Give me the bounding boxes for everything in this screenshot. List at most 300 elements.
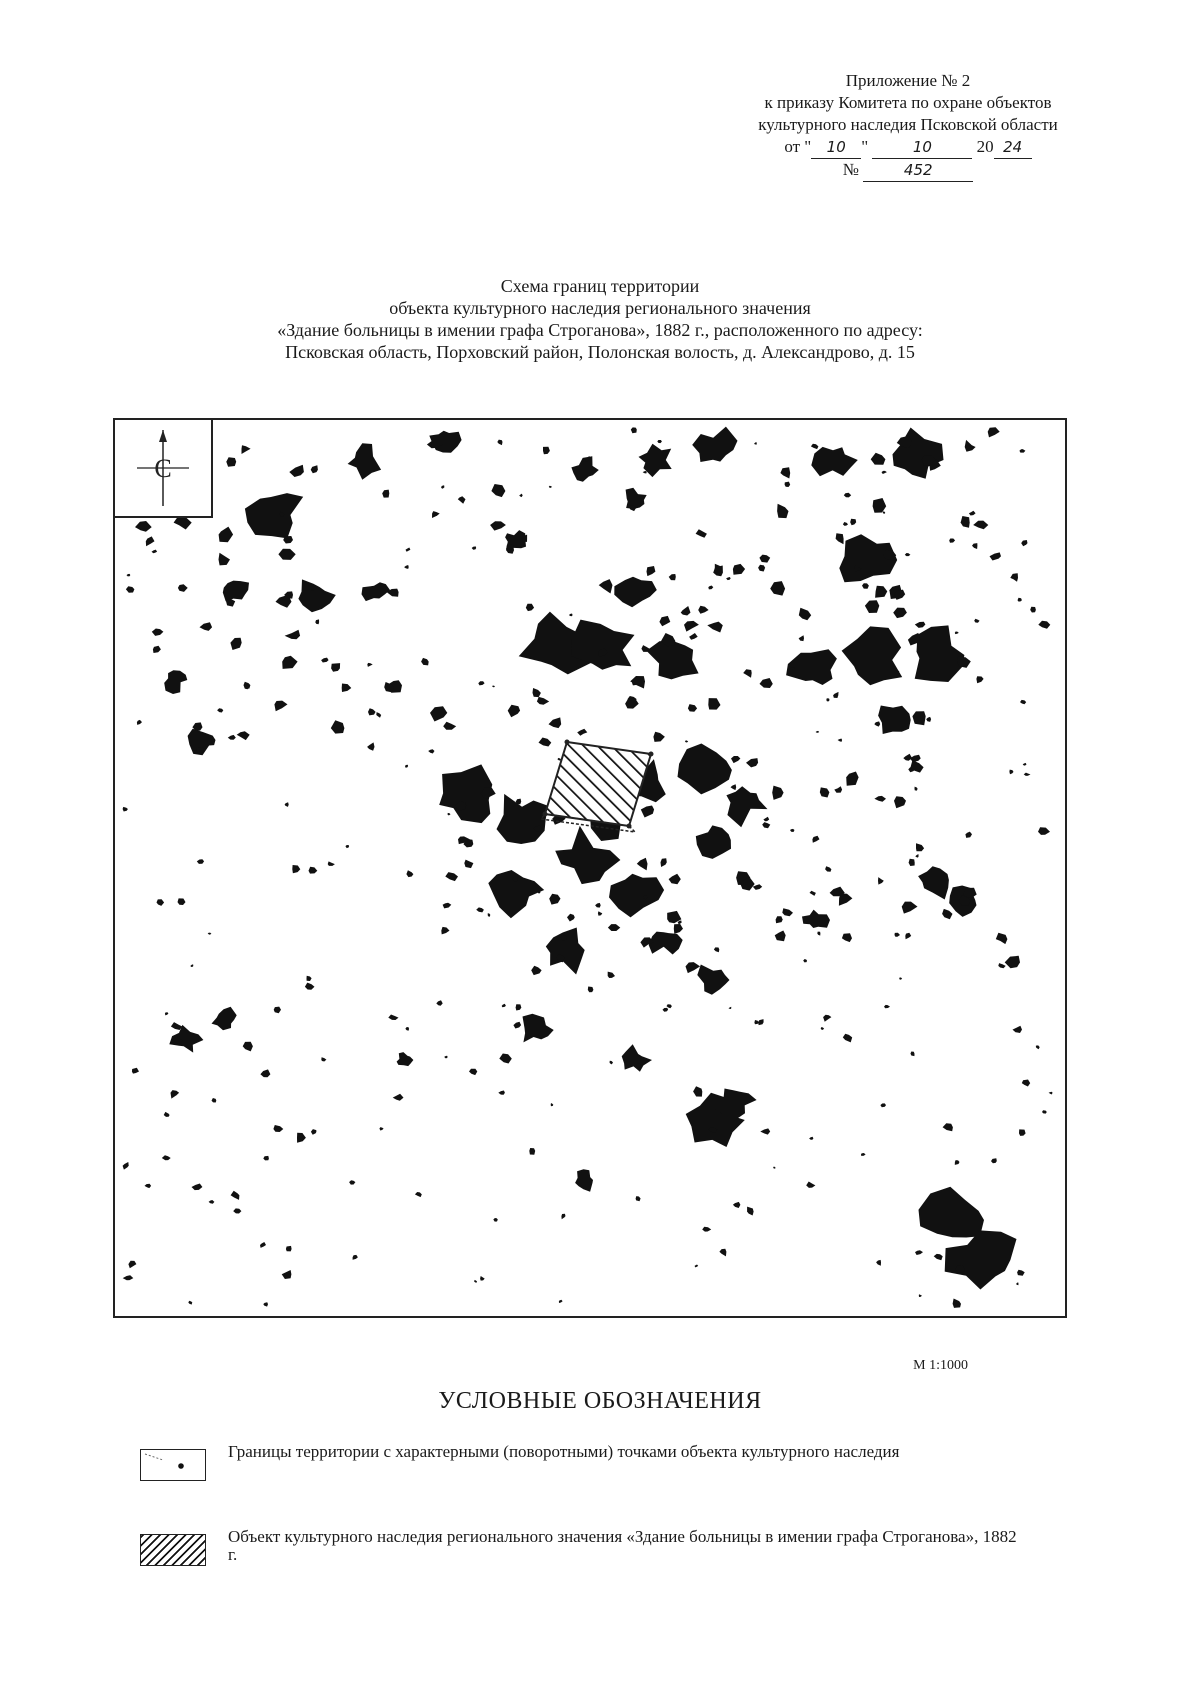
date-day: 10 <box>811 136 861 159</box>
tree-canopy <box>217 708 223 712</box>
tree-canopy <box>915 854 918 858</box>
tree-canopy <box>759 555 770 563</box>
tree-canopy <box>915 1250 923 1255</box>
tree-canopy <box>502 1004 506 1008</box>
tree-canopy <box>876 1260 881 1266</box>
tree-canopy <box>145 1184 152 1188</box>
tree-canopy <box>893 608 907 619</box>
tree-canopy <box>245 493 303 538</box>
tree-canopy <box>307 976 312 981</box>
tree-canopy <box>458 496 466 504</box>
tree-canopy <box>529 1148 535 1155</box>
tree-canopy <box>843 1034 852 1043</box>
tree-canopy <box>368 708 376 715</box>
tree-canopy <box>178 584 188 592</box>
tree-canopy <box>839 893 853 906</box>
tree-canopy <box>126 586 134 593</box>
tree-canopy <box>609 874 664 918</box>
tree-canopy <box>865 600 879 613</box>
tree-canopy <box>934 1254 943 1260</box>
tree-canopy <box>274 701 287 712</box>
north-arrow-box <box>115 420 213 518</box>
tree-canopy <box>972 543 977 549</box>
tree-canopy <box>988 427 1000 437</box>
tree-canopy <box>492 686 495 688</box>
tree-canopy <box>969 511 976 516</box>
hospital-building-hatched <box>545 742 651 826</box>
tree-canopy <box>549 486 552 488</box>
tree-canopy <box>1021 540 1027 546</box>
tree-canopy-layer <box>123 427 1053 1308</box>
tree-canopy <box>773 1167 775 1169</box>
boundary-point <box>565 740 570 745</box>
tree-canopy <box>493 1218 498 1222</box>
tree-canopy <box>875 586 887 598</box>
tree-canopy <box>285 630 301 640</box>
order-number <box>728 159 1088 182</box>
tree-canopy <box>974 619 979 623</box>
tree-canopy <box>661 858 667 867</box>
tree-canopy <box>533 688 541 697</box>
tree-canopy <box>708 586 713 590</box>
tree-canopy <box>260 1242 266 1248</box>
tree-canopy <box>543 447 550 455</box>
tree-canopy <box>309 867 318 874</box>
tree-canopy <box>244 682 251 689</box>
document-title <box>150 275 1050 363</box>
title-line-4: Псковская область, Порховский район, Полонская волость, д. Александрово, д. 15 <box>285 342 915 362</box>
tree-canopy <box>692 427 737 462</box>
tree-canopy <box>1020 700 1026 704</box>
tree-canopy <box>653 732 665 742</box>
tree-canopy <box>571 456 598 482</box>
tree-canopy <box>678 744 732 795</box>
tree-canopy <box>667 1004 672 1008</box>
boundary-point <box>649 752 654 757</box>
tree-canopy <box>297 1133 306 1143</box>
tree-canopy <box>415 1192 422 1197</box>
tree-canopy <box>469 1069 477 1075</box>
tree-canopy <box>760 678 773 688</box>
date-year-prefix: 20 <box>976 137 994 156</box>
tree-canopy <box>219 527 234 543</box>
tree-canopy <box>918 866 949 899</box>
tree-canopy <box>598 911 602 915</box>
tree-canopy <box>539 738 552 747</box>
tree-canopy <box>1038 621 1050 629</box>
tree-canopy <box>893 428 944 479</box>
tree-canopy <box>647 566 656 576</box>
tree-canopy <box>878 706 911 735</box>
tree-canopy <box>965 440 976 452</box>
tree-canopy <box>513 1022 521 1029</box>
tree-canopy <box>663 1008 669 1012</box>
tree-canopy <box>404 565 409 569</box>
tree-canopy <box>292 865 300 873</box>
tree-canopy <box>949 539 955 543</box>
tree-canopy <box>321 658 329 663</box>
tree-canopy <box>636 1196 641 1201</box>
tree-canopy <box>497 794 548 844</box>
tree-canopy <box>955 632 959 635</box>
order-header <box>728 70 1088 182</box>
tree-canopy <box>782 908 793 916</box>
tree-canopy <box>646 640 698 679</box>
tree-canopy <box>806 1182 815 1188</box>
tree-canopy <box>1018 598 1022 602</box>
order-reference-line: к приказу Комитета по охране объектов <box>764 93 1052 112</box>
tree-canopy <box>998 963 1005 968</box>
date-separator: " <box>861 137 869 156</box>
tree-canopy <box>242 445 251 454</box>
tree-canopy <box>209 1200 215 1204</box>
tree-canopy <box>874 721 880 726</box>
north-label: С <box>154 454 172 483</box>
tree-canopy <box>190 964 193 967</box>
tree-canopy <box>905 933 911 940</box>
tree-canopy <box>973 521 988 530</box>
tree-canopy <box>669 574 676 580</box>
tree-canopy <box>478 681 484 685</box>
tree-canopy <box>659 616 670 626</box>
tree-canopy <box>345 845 349 848</box>
tree-canopy <box>696 825 731 859</box>
tree-canopy <box>826 698 829 701</box>
tree-canopy <box>1017 1270 1025 1276</box>
tree-canopy <box>693 1086 702 1096</box>
tree-canopy <box>406 548 411 552</box>
tree-canopy <box>508 705 520 718</box>
tree-canopy <box>953 1299 961 1308</box>
tree-canopy <box>152 629 164 636</box>
tree-canopy <box>825 866 831 872</box>
tree-canopy <box>842 626 903 685</box>
tree-canopy <box>162 1155 171 1160</box>
tree-canopy <box>790 829 795 832</box>
tree-canopy <box>916 843 924 851</box>
tree-canopy <box>128 1261 136 1269</box>
tree-canopy <box>785 482 791 487</box>
tree-canopy <box>836 533 844 544</box>
tree-canopy <box>1019 1129 1026 1136</box>
tree-canopy <box>811 444 819 449</box>
tree-canopy <box>733 564 745 575</box>
tree-canopy <box>976 676 983 683</box>
tree-canopy <box>631 427 637 433</box>
tree-canopy <box>902 902 918 914</box>
tree-canopy <box>911 1052 915 1057</box>
tree-canopy <box>1023 763 1027 766</box>
tree-canopy <box>441 485 444 489</box>
tree-canopy <box>285 802 289 807</box>
tree-canopy <box>688 704 697 712</box>
tree-canopy <box>746 758 758 767</box>
tree-canopy <box>731 756 740 763</box>
tree-canopy <box>1049 1092 1053 1095</box>
tree-canopy <box>315 619 319 624</box>
tree-canopy <box>838 739 843 742</box>
tree-canopy <box>164 1112 170 1117</box>
tree-canopy <box>719 1249 726 1257</box>
legend-item-boundary <box>140 1443 1020 1487</box>
tree-canopy <box>880 1103 886 1107</box>
site-map <box>113 418 1067 1318</box>
hatched-area-symbol <box>140 1534 206 1566</box>
tree-canopy <box>758 565 765 572</box>
tree-canopy <box>747 1207 754 1216</box>
tree-canopy <box>799 608 811 620</box>
tree-canopy <box>367 742 374 750</box>
tree-canopy <box>874 796 886 802</box>
tree-canopy <box>331 663 340 672</box>
tree-canopy <box>763 817 769 822</box>
tree-canopy <box>263 1156 269 1161</box>
tree-canopy <box>762 822 770 828</box>
tree-canopy <box>910 755 921 763</box>
tree-canopy <box>878 877 884 885</box>
tree-canopy <box>342 684 352 693</box>
tree-canopy <box>561 1214 565 1220</box>
tree-canopy <box>754 1020 758 1024</box>
tree-canopy <box>153 646 161 653</box>
tree-canopy <box>674 924 683 934</box>
tree-canopy <box>208 933 212 935</box>
tree-canopy <box>188 1301 192 1305</box>
tree-canopy <box>810 891 816 896</box>
tree-canopy <box>669 874 681 885</box>
tree-canopy <box>480 1276 485 1281</box>
tree-canopy <box>919 1294 922 1297</box>
tree-canopy <box>641 806 654 818</box>
map-scale: М 1:1000 <box>913 1358 968 1373</box>
tree-canopy <box>321 1057 326 1061</box>
tree-canopy <box>588 987 594 993</box>
tree-canopy <box>575 1169 593 1191</box>
tree-canopy <box>871 453 886 465</box>
tree-canopy <box>686 962 701 973</box>
tree-canopy <box>915 625 965 682</box>
tree-canopy <box>626 488 647 509</box>
tree-canopy <box>919 1187 985 1238</box>
tree-canopy <box>273 1125 283 1132</box>
tree-canopy <box>1005 956 1020 969</box>
tree-canopy <box>803 959 807 962</box>
number-value: 452 <box>863 159 973 182</box>
tree-canopy <box>557 758 560 761</box>
tree-canopy <box>212 1007 237 1030</box>
tree-canopy <box>823 1015 831 1022</box>
tree-canopy <box>926 717 931 722</box>
tree-canopy <box>991 1158 997 1163</box>
tree-canopy <box>912 711 925 725</box>
tree-canopy <box>430 706 447 721</box>
tree-canopy <box>915 622 926 628</box>
tree-canopy <box>608 972 615 978</box>
tree-canopy <box>499 1054 512 1064</box>
tree-canopy <box>276 595 292 608</box>
tree-canopy <box>228 735 236 740</box>
tree-canopy <box>278 549 295 560</box>
tree-canopy <box>491 484 505 497</box>
tree-canopy <box>961 516 970 528</box>
tree-canopy <box>776 916 783 923</box>
number-label: № <box>842 160 859 179</box>
tree-canopy <box>311 1129 317 1135</box>
date-month: 10 <box>872 136 972 159</box>
tree-canopy <box>1024 773 1031 776</box>
tree-canopy <box>283 536 293 544</box>
tree-canopy <box>990 552 1002 560</box>
tree-canopy <box>146 536 155 546</box>
tree-canopy <box>1042 1110 1047 1113</box>
tree-canopy <box>1009 770 1013 775</box>
tree-canopy <box>915 787 918 791</box>
tree-canopy <box>231 1191 240 1200</box>
legend-item-hatched <box>140 1528 1020 1572</box>
tree-canopy <box>348 443 382 480</box>
tree-canopy <box>777 504 788 518</box>
tree-canopy <box>802 910 830 928</box>
tree-canopy <box>685 740 688 742</box>
tree-canopy <box>909 859 915 866</box>
tree-canopy <box>821 1027 824 1030</box>
tree-canopy <box>595 903 601 908</box>
tree-canopy <box>733 1202 741 1208</box>
tree-canopy <box>135 521 152 532</box>
tree-canopy <box>137 720 142 725</box>
tree-canopy <box>157 899 165 906</box>
tree-canopy <box>178 898 186 905</box>
tree-canopy <box>754 442 757 445</box>
tree-canopy <box>549 894 560 905</box>
tree-canopy <box>707 622 723 633</box>
boundary-point <box>543 812 548 817</box>
tree-canopy <box>506 545 514 554</box>
tree-canopy <box>432 511 440 518</box>
appendix-label: Приложение № 2 <box>845 71 971 90</box>
tree-canopy <box>883 511 885 513</box>
tree-canopy <box>448 813 451 815</box>
tree-canopy <box>1030 607 1036 613</box>
tree-canopy <box>625 698 639 709</box>
tree-canopy <box>850 519 856 525</box>
tree-canopy <box>421 658 429 666</box>
tree-canopy <box>197 859 204 864</box>
tree-canopy <box>577 729 587 736</box>
tree-canopy <box>289 465 304 477</box>
tree-canopy <box>164 670 187 694</box>
tree-canopy <box>219 553 231 566</box>
map-image <box>115 420 1065 1316</box>
tree-canopy <box>436 1000 442 1006</box>
tree-canopy <box>882 471 887 474</box>
tree-canopy <box>697 965 729 995</box>
tree-canopy <box>230 638 241 650</box>
tree-canopy <box>726 786 767 827</box>
tree-canopy <box>490 521 506 530</box>
tree-canopy <box>443 722 456 730</box>
tree-canopy <box>965 832 972 838</box>
tree-canopy <box>622 1044 652 1071</box>
tree-canopy <box>171 1022 182 1030</box>
tree-canopy <box>549 717 562 728</box>
tree-canopy <box>237 731 250 740</box>
tree-canopy <box>780 467 790 478</box>
tree-canopy <box>260 1069 270 1077</box>
tree-canopy <box>684 621 699 632</box>
tree-canopy <box>726 577 731 580</box>
heritage-object <box>545 742 651 826</box>
tree-canopy <box>608 924 620 931</box>
tree-canopy <box>942 909 952 919</box>
tree-canopy <box>731 784 737 790</box>
tree-canopy <box>559 1300 563 1303</box>
tree-canopy <box>519 494 523 498</box>
tree-canopy <box>681 606 691 616</box>
tree-canopy <box>464 860 473 869</box>
tree-canopy <box>567 914 575 922</box>
tree-canopy <box>443 903 452 909</box>
tree-canopy <box>760 1128 770 1134</box>
tree-canopy <box>516 799 521 805</box>
tree-canopy <box>844 493 851 498</box>
tree-canopy <box>1016 1282 1018 1285</box>
tree-canopy <box>263 1302 268 1306</box>
tree-canopy <box>428 749 434 753</box>
tree-canopy <box>379 1127 383 1131</box>
boundary-symbol <box>140 1449 206 1481</box>
tree-canopy <box>397 1052 414 1066</box>
tree-canopy <box>376 712 381 718</box>
title-line-2: объекта культурного наследия регионального значения <box>389 298 811 318</box>
tree-canopy <box>884 1005 890 1008</box>
tree-canopy <box>311 465 318 473</box>
tree-canopy <box>474 1280 477 1283</box>
tree-canopy <box>843 522 848 526</box>
tree-canopy <box>1036 1045 1040 1049</box>
tree-canopy <box>569 614 573 617</box>
tree-canopy <box>702 1227 711 1232</box>
tree-canopy <box>698 606 708 614</box>
tree-canopy <box>708 698 720 710</box>
tree-canopy <box>696 529 707 537</box>
tree-canopy <box>441 927 449 935</box>
boundary-description: Границы территории с характерными (поворотными) точками объекта культурного наследия <box>228 1442 900 1461</box>
tree-canopy <box>1038 827 1050 835</box>
tree-canopy <box>226 457 236 467</box>
tree-canopy <box>546 928 585 975</box>
tree-canopy <box>212 1098 217 1103</box>
tree-canopy <box>846 772 858 786</box>
tree-canopy <box>862 583 869 589</box>
tree-canopy <box>895 933 901 937</box>
tree-canopy <box>996 933 1008 944</box>
tree-canopy <box>775 931 786 942</box>
tree-canopy <box>405 1027 409 1031</box>
tree-canopy <box>689 633 698 640</box>
tree-canopy <box>388 1015 398 1021</box>
tree-canopy <box>498 1091 505 1095</box>
tree-canopy <box>873 498 887 513</box>
tree-canopy <box>282 1270 292 1279</box>
tree-canopy <box>127 574 131 577</box>
committee-line: культурного наследия Псковской области <box>758 115 1058 134</box>
tree-canopy <box>834 786 842 793</box>
tree-canopy <box>349 1180 355 1184</box>
tree-canopy <box>444 1056 447 1059</box>
date-year: 24 <box>994 136 1032 159</box>
tree-canopy <box>649 932 683 955</box>
